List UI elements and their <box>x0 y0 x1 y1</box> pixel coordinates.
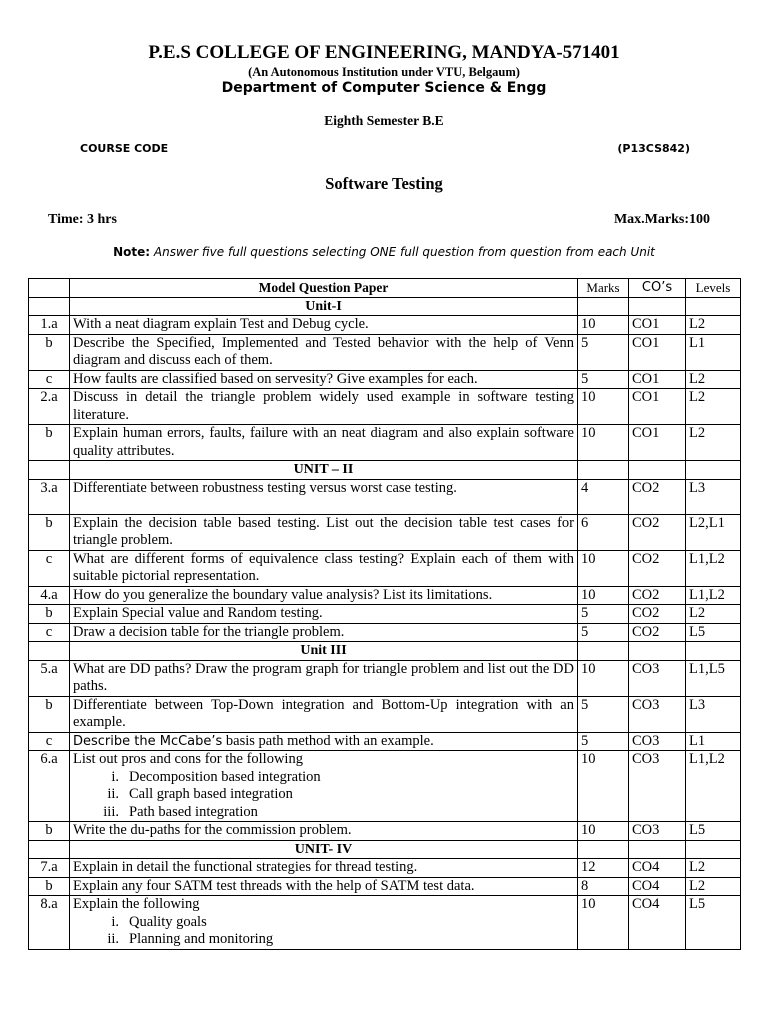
question-level: L1,L2 <box>686 550 741 586</box>
question-level: L2 <box>686 316 741 335</box>
question-co: CO2 <box>629 550 686 586</box>
sub-item-text: Path based integration <box>129 803 258 820</box>
blank-cell <box>686 642 741 661</box>
note-text: Answer five full questions selecting ONE full question from question from each Unit <box>153 245 655 259</box>
question-number: b <box>29 425 70 461</box>
question-number: c <box>29 550 70 586</box>
question-marks: 8 <box>578 877 629 896</box>
unit-heading: UNIT – II <box>70 461 578 480</box>
subject-title: Software Testing <box>325 174 443 193</box>
question-level: L5 <box>686 822 741 841</box>
unit-heading: Unit III <box>70 642 578 661</box>
question-text: Discuss in detail the triangle problem widely used example in software testing literature. <box>70 389 578 425</box>
blank-cell <box>29 642 70 661</box>
question-marks: 10 <box>578 425 629 461</box>
question-text: Write the du-paths for the commission problem. <box>70 822 578 841</box>
question-level: L1,L5 <box>686 660 741 696</box>
question-co: CO1 <box>629 334 686 370</box>
unit-heading: UNIT- IV <box>70 840 578 859</box>
question-text: Explain the decision table based testing. List out the decision table test cases for triangle problem. <box>70 514 578 550</box>
question-marks: 4 <box>578 479 629 514</box>
question-number: 7.a <box>29 859 70 878</box>
question-co: CO3 <box>629 660 686 696</box>
question-co: CO1 <box>629 370 686 389</box>
question-marks: 10 <box>578 822 629 841</box>
question-co: CO2 <box>629 605 686 624</box>
question-text: Explain human errors, faults, failure with an neat diagram and also explain software quality attributes. <box>70 425 578 461</box>
blank-cell <box>29 461 70 480</box>
question-level: L1 <box>686 334 741 370</box>
question-level: L5 <box>686 623 741 642</box>
question-level: L5 <box>686 896 741 950</box>
question-marks: 5 <box>578 370 629 389</box>
blank-cell <box>578 297 629 316</box>
question-co: CO1 <box>629 425 686 461</box>
table-row <box>29 389 741 425</box>
question-number: b <box>29 822 70 841</box>
semester: Eighth Semester B.E <box>324 113 444 128</box>
question-number: 6.a <box>29 751 70 822</box>
question-marks: 12 <box>578 859 629 878</box>
blank-cell <box>629 297 686 316</box>
table-title: Model Question Paper <box>70 279 578 298</box>
question-co: CO2 <box>629 479 686 514</box>
question-text: Explain Special value and Random testing. <box>70 605 578 624</box>
question-text: What are DD paths? Draw the program graph for triangle problem and list out the DD paths. <box>70 660 578 696</box>
table-row <box>29 586 741 605</box>
blank-cell <box>629 461 686 480</box>
question-number: 4.a <box>29 586 70 605</box>
question-marks: 5 <box>578 334 629 370</box>
table-row <box>29 660 741 696</box>
question-number: 3.a <box>29 479 70 514</box>
unit-row <box>29 642 741 661</box>
blank-cell <box>578 461 629 480</box>
question-marks: 10 <box>578 896 629 950</box>
table-row <box>29 859 741 878</box>
marks-header: Marks <box>578 279 629 298</box>
question-text: How do you generalize the boundary value analysis? List its limitations. <box>70 586 578 605</box>
question-level: L2 <box>686 877 741 896</box>
question-text: With a neat diagram explain Test and Debug cycle. <box>70 316 578 335</box>
question-text: Explain any four SATM test threads with the help of SATM test data. <box>70 877 578 896</box>
question-level: L2 <box>686 370 741 389</box>
unit-row <box>29 297 741 316</box>
question-marks: 5 <box>578 732 629 751</box>
course-code: (P13CS842) <box>617 142 690 155</box>
table-row <box>29 550 741 586</box>
note-label: Note: <box>113 245 151 259</box>
question-text <box>70 732 578 751</box>
question-number: 2.a <box>29 389 70 425</box>
question-co: CO4 <box>629 877 686 896</box>
table-row <box>29 696 741 732</box>
table-row <box>29 623 741 642</box>
question-number: c <box>29 623 70 642</box>
question-text <box>70 896 578 950</box>
question-marks: 10 <box>578 586 629 605</box>
blank-cell <box>29 840 70 859</box>
unit-heading: Unit-I <box>70 297 578 316</box>
question-number: 1.a <box>29 316 70 335</box>
question-marks: 6 <box>578 514 629 550</box>
question-table <box>28 278 741 950</box>
table-row <box>29 605 741 624</box>
sub-item <box>73 804 574 822</box>
question-text: Describe the Specified, Implemented and Tested behavior with the help of Venn diagram and discuss each of them. <box>70 334 578 370</box>
question-level: L2 <box>686 859 741 878</box>
question-stem: Explain the following <box>73 896 200 912</box>
question-text: Explain in detail the functional strategies for thread testing. <box>70 859 578 878</box>
sub-item <box>73 769 574 787</box>
instructions-note <box>0 245 768 259</box>
question-level: L1,L2 <box>686 586 741 605</box>
question-level: L2 <box>686 425 741 461</box>
question-level: L2 <box>686 389 741 425</box>
sub-item-number: ii. <box>107 786 119 802</box>
autonomous-note: (An Autonomous Institution under VTU, Belgaum) <box>248 65 520 79</box>
table-row <box>29 822 741 841</box>
blank-cell <box>629 840 686 859</box>
question-number: 8.a <box>29 896 70 950</box>
question-text: Differentiate between Top-Down integration and Bottom-Up integration with an example. <box>70 696 578 732</box>
table-row <box>29 479 741 514</box>
sub-item-number: ii. <box>107 931 119 947</box>
sub-item-number: i. <box>111 768 119 785</box>
question-number: c <box>29 732 70 751</box>
sub-item-text: Quality goals <box>129 913 207 930</box>
table-row <box>29 334 741 370</box>
table-row <box>29 751 741 822</box>
question-co: CO3 <box>629 732 686 751</box>
sub-item-number: i. <box>111 913 119 930</box>
sub-item <box>73 786 574 804</box>
question-text <box>70 751 578 822</box>
question-co: CO2 <box>629 623 686 642</box>
question-co: CO2 <box>629 514 686 550</box>
blank-cell <box>686 461 741 480</box>
question-co: CO1 <box>629 316 686 335</box>
question-co: CO3 <box>629 822 686 841</box>
question-marks: 5 <box>578 623 629 642</box>
table-row <box>29 370 741 389</box>
question-number: b <box>29 514 70 550</box>
sub-item <box>73 914 574 932</box>
question-number: b <box>29 605 70 624</box>
department-name: Department of Computer Science & Engg <box>221 80 547 96</box>
table-row <box>29 514 741 550</box>
question-level: L1,L2 <box>686 751 741 822</box>
question-number: b <box>29 334 70 370</box>
sub-item-number: iii. <box>103 803 119 820</box>
question-level: L2 <box>686 605 741 624</box>
question-text: What are different forms of equivalence class testing? Explain each of them with suitable pictorial representation. <box>70 550 578 586</box>
question-number: b <box>29 696 70 732</box>
unit-row <box>29 840 741 859</box>
question-marks: 10 <box>578 550 629 586</box>
sub-item-text: Planning and monitoring <box>129 931 274 947</box>
question-co: CO2 <box>629 586 686 605</box>
levels-header: Levels <box>686 279 741 298</box>
table-row <box>29 896 741 950</box>
question-co: CO1 <box>629 389 686 425</box>
question-text: Differentiate between robustness testing versus worst case testing. <box>70 479 578 514</box>
question-text-prefix: Describe the McCabe’s <box>73 733 223 749</box>
question-marks: 10 <box>578 660 629 696</box>
question-number: b <box>29 877 70 896</box>
blank-cell <box>686 840 741 859</box>
question-marks: 10 <box>578 751 629 822</box>
cos-header: CO’s <box>629 279 686 298</box>
unit-row <box>29 461 741 480</box>
question-level: L3 <box>686 696 741 732</box>
sub-item-text: Call graph based integration <box>129 786 293 802</box>
question-marks: 10 <box>578 316 629 335</box>
header-blank-cell <box>29 279 70 298</box>
question-co: CO4 <box>629 896 686 950</box>
question-marks: 10 <box>578 389 629 425</box>
question-marks: 5 <box>578 696 629 732</box>
max-marks: Max.Marks:100 <box>613 212 710 227</box>
blank-cell <box>686 297 741 316</box>
blank-cell <box>629 642 686 661</box>
question-text: Draw a decision table for the triangle problem. <box>70 623 578 642</box>
question-level: L1 <box>686 732 741 751</box>
question-text-rest: basis path method with an example. <box>222 732 434 749</box>
blank-cell <box>578 840 629 859</box>
table-row <box>29 877 741 896</box>
college-name: P.E.S COLLEGE OF ENGINEERING, MANDYA-571401 <box>148 42 620 63</box>
table-row <box>29 316 741 335</box>
sub-item <box>73 931 574 949</box>
question-stem: List out pros and cons for the following <box>73 751 303 767</box>
question-co: CO3 <box>629 696 686 732</box>
table-row <box>29 425 741 461</box>
question-co: CO3 <box>629 751 686 822</box>
exam-time: Time: 3 hrs <box>48 212 117 227</box>
question-co: CO4 <box>629 859 686 878</box>
question-level: L3 <box>686 479 741 514</box>
question-number: 5.a <box>29 660 70 696</box>
table-header-row <box>29 279 741 298</box>
question-text: How faults are classified based on servesity? Give examples for each. <box>70 370 578 389</box>
table-row <box>29 732 741 751</box>
sub-item-text: Decomposition based integration <box>129 768 321 785</box>
question-number: c <box>29 370 70 389</box>
course-code-label: COURSE CODE <box>80 142 169 155</box>
blank-cell <box>578 642 629 661</box>
question-marks: 5 <box>578 605 629 624</box>
blank-cell <box>29 297 70 316</box>
question-level: L2,L1 <box>686 514 741 550</box>
